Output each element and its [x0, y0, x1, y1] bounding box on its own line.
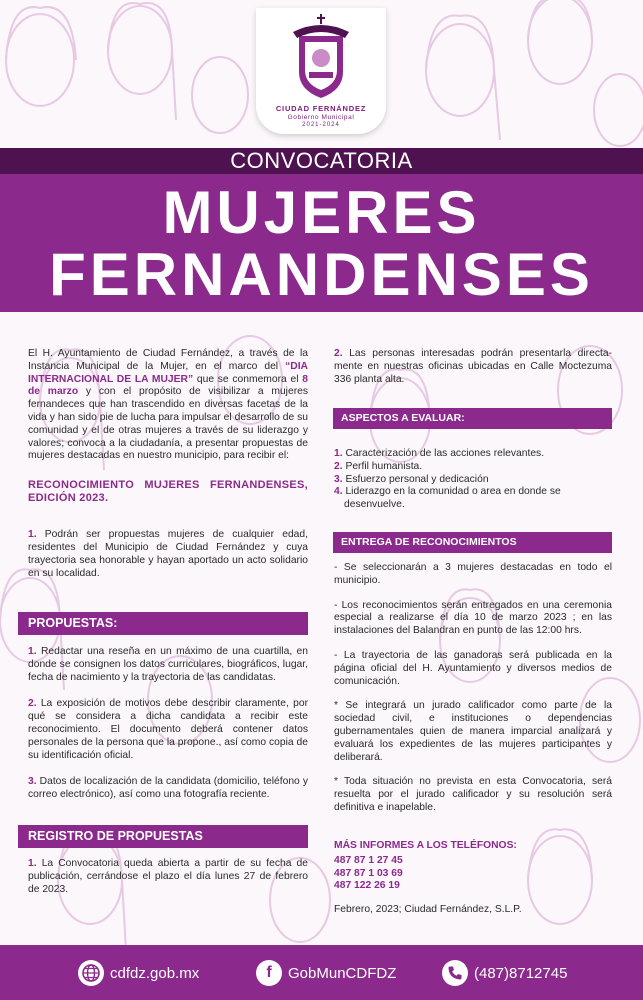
title-band	[0, 174, 643, 312]
registro-list	[28, 858, 308, 907]
intro-paragraph: El H. Ayuntamiento de Ciudad Fernández, a través de la Instancia Municipal de la Mujer, en el marco del “DIA INTERNACIONAL DE LA MUJER” que se conmemora el 8 de marzo y con el propósito de visibilizar a mujeres fernandeces que han trascendido en diversas facetas de la vida y han sido pie de lucha para impulsar el desarrollo de su comunidad y el de otras mujeres a través de su liderazgo y valores; convoca a la ciudadanía, a presentar propuestas de mujeres destacadas en nuestro municipio, para recibir el:	[28, 348, 309, 462]
phone-number[interactable]: 487 87 1 27 45	[334, 854, 403, 866]
left-column	[28, 348, 308, 591]
phone-icon	[442, 960, 468, 986]
registro-item: 2. Las personas interesadas podrán presentarla directa-mente en nuestras oficinas ubicadas en Calle Moctezuma 336 planta alta.	[334, 348, 612, 385]
entrega-item: - La trayectoria de las ganadoras será publicada en la página oficial del H. Ayuntamiento y diversos medios de comunicación.	[334, 649, 612, 687]
entrega-item: * Toda situación no prevista en esta Convocatoria, será resuelta por el jurado calificador y su resolución será definitiva e inapelable.	[334, 776, 612, 813]
coat-of-arms-icon	[291, 14, 351, 100]
aspecto-item: 4. Liderazgo en la comunidad o area en donde se desenvuelve.	[334, 486, 561, 511]
logo-years: 2021-2024	[302, 122, 340, 128]
aspecto-item: 1. Caracterización de las acciones relevantes.	[334, 448, 545, 459]
footer-facebook[interactable]	[256, 959, 396, 987]
dateline: Febrero, 2023; Ciudad Fernández, S.L.P.	[334, 904, 522, 915]
entrega-list	[334, 562, 612, 826]
municipal-logo	[256, 8, 386, 134]
phone-text: (487)8712745	[474, 964, 568, 982]
right-column	[334, 348, 612, 397]
aspecto-item: 3. Esfuerzo personal y dedicación	[334, 473, 489, 485]
contact-title: MÁS INFORMES A LOS TELÉFONOS:	[334, 840, 517, 851]
propuestas-list	[28, 646, 308, 813]
convocatoria-label: CONVOCATORIA	[230, 148, 413, 173]
entrega-item: - Los reconocimientos serán entregados en una ceremonia especial a realizarse el día 10 de marzo 2023 ; en las instalaciones del Balandran en punto de las 12:00 hrs.	[334, 599, 612, 637]
registro-item: 1. La Convocatoria queda abierta a partir de su fecha de publicación, cerrándose el plazo el día lunes 27 de febrero de 2023.	[28, 858, 308, 895]
base-1: 1. Podrán ser propuestas mujeres de cualquier edad, residentes del Municipio de Ciudad Fernández y cuya trayectoria sea honorable y hayan aportado un acto solidario en su localidad.	[28, 529, 308, 579]
propuesta-item: 1. Redactar una reseña en un máximo de una cuartilla, en donde se consignen los datos curriculares, biográficos, lugar, fecha de nacimiento y la trayectoria de las candidatas.	[28, 646, 308, 683]
logo-city-name: CIUDAD FERNÁNDEZ	[275, 104, 367, 113]
entrega-item: * Se integrará un jurado calificador como parte de la sociedad civil, e instituciones o dependencias gubernamentales quien de manera imparcial analizará y evaluará los expedientes de las mujeres participantes y deliberará.	[334, 700, 612, 763]
aspecto-item: 2. Perfil humanista.	[334, 460, 423, 472]
phone-number[interactable]: 487 87 1 03 69	[334, 867, 403, 879]
header-label-band	[0, 148, 643, 174]
propuestas-header: PROPUESTAS:	[18, 612, 308, 635]
facebook-icon: f	[256, 960, 282, 986]
aspectos-header: ASPECTOS A EVALUAR:	[333, 408, 612, 429]
title-line-2: FERNANDENSES	[49, 241, 594, 308]
logo-subtitle: Gobierno Municipal	[287, 114, 355, 121]
propuesta-item: 3. Datos de localización de la candidata (domicilio, teléfono y correo electrónico), así como una fotografía reciente.	[28, 776, 308, 801]
entrega-header: ENTREGA DE RECONOCIMIENTOS	[333, 532, 612, 553]
footer-website[interactable]	[78, 959, 199, 987]
registro-header: REGISTRO DE PROPUESTAS	[18, 825, 308, 848]
globe-icon	[78, 960, 104, 986]
footer-bar	[0, 945, 643, 1000]
footer-phone[interactable]	[442, 959, 567, 987]
contact-block	[334, 840, 612, 893]
propuesta-item: 2. La exposición de motivos debe describir claramente, por qué se considera a dicha candidata a recibir este reconocimiento. El documento deberá contener datos personales de la persona que la propone., así como copia de su identificación oficial.	[28, 698, 308, 761]
entrega-item: - Se seleccionarán a 3 mujeres destacadas en todo el municipio.	[334, 562, 612, 586]
phone-number[interactable]: 487 122 26 19	[334, 880, 400, 892]
aspectos-list	[334, 448, 612, 512]
website-text: cdfdz.gob.mx	[110, 964, 200, 982]
facebook-text: GobMunCDFDZ	[288, 964, 397, 982]
award-name: RECONOCIMIENTO MUJERES FERNANDENSES, EDICIÓN 2023.	[28, 479, 308, 505]
title-line-1: MUJERES	[162, 179, 481, 246]
